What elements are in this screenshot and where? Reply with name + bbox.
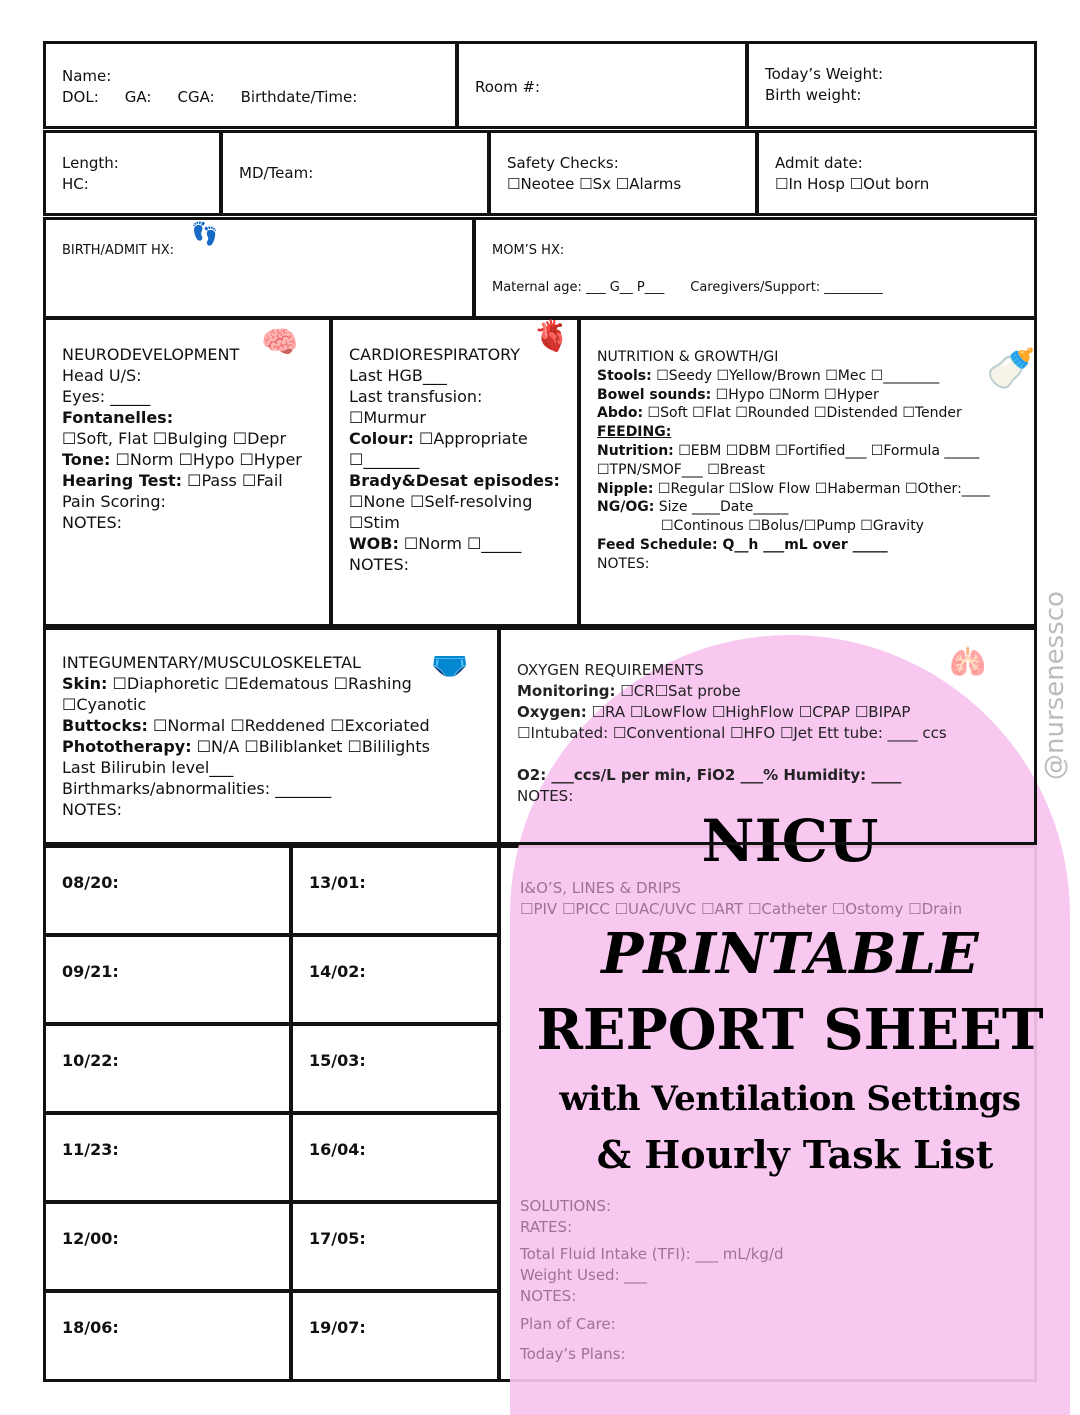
colour-other[interactable]: ☐_______ xyxy=(349,450,420,469)
fontanelles-options[interactable]: ☐Soft, Flat ☐Bulging ☐Depr xyxy=(62,429,287,448)
weight-used: Weight Used: ___ xyxy=(520,1266,647,1284)
ngog-size[interactable]: Size ____Date_____ xyxy=(654,499,789,516)
cardio-box xyxy=(330,317,580,627)
cga-label: CGA: xyxy=(177,88,215,106)
murmur-option[interactable]: ☐Murmur xyxy=(349,408,426,427)
bowel-options[interactable]: ☐Hypo ☐Norm ☐Hyper xyxy=(711,386,879,403)
colour-label: Colour: xyxy=(349,429,414,448)
lungs-icon: 🫁 xyxy=(949,645,987,680)
length-label: Length: xyxy=(62,154,119,172)
feed-schedule: Feed Schedule: Q__h ___mL over _____ xyxy=(597,536,888,553)
birth-hx-box xyxy=(43,217,475,319)
hour-slot[interactable]: 12/00: xyxy=(43,1201,292,1292)
safety-options[interactable]: ☐Neotee ☐Sx ☐Alarms xyxy=(507,175,682,193)
oxygen-box xyxy=(498,627,1037,845)
integ-box xyxy=(43,627,500,845)
integ-title: INTEGUMENTARY/MUSCULOSKELETAL xyxy=(62,653,361,672)
hour-slot[interactable]: 17/05: xyxy=(290,1201,500,1292)
patient-info-box xyxy=(43,41,458,129)
admit-title: Admit date: xyxy=(775,154,863,172)
footprints-icon: 👣 xyxy=(191,222,219,247)
hour-slot[interactable]: 10/22: xyxy=(43,1023,292,1114)
head-us: Head U/S: xyxy=(62,366,142,385)
last-hgb: Last HGB___ xyxy=(349,366,447,385)
phototherapy-options[interactable]: ☐N/A ☐Biliblanket ☐Bililights xyxy=(191,737,430,756)
feed-method-options[interactable]: ☐Continous ☐Bolus/☐Pump ☐Gravity xyxy=(661,518,924,535)
diaper-icon: 🩲 xyxy=(431,648,469,683)
ga-label: GA: xyxy=(124,88,152,106)
subtitle-tasks: & Hourly Task List xyxy=(596,1132,994,1177)
brady-label: Brady&Desat episodes: xyxy=(349,471,560,490)
title-report-sheet: REPORT SHEET xyxy=(536,997,1044,1063)
oxygen-options[interactable]: ☐RA ☐LowFlow ☐HighFlow ☐CPAP ☐BIPAP xyxy=(586,703,911,721)
safety-title: Safety Checks: xyxy=(507,154,619,172)
bowel-label: Bowel sounds: xyxy=(597,386,712,403)
tone-options[interactable]: ☐Norm ☐Hypo ☐Hyper xyxy=(110,450,302,469)
stools-label: Stools: xyxy=(597,367,652,384)
nipple-options[interactable]: ☐Regular ☐Slow Flow ☐Haberman ☐Other:____ xyxy=(653,480,990,497)
birthmarks: Birthmarks/abnormalities: _______ xyxy=(62,779,332,798)
phototherapy-label: Phototherapy: xyxy=(62,737,192,756)
abdo-options[interactable]: ☐Soft ☐Flat ☐Rounded ☐Distended ☐Tender xyxy=(643,405,962,422)
birth-weight-label: Birth weight: xyxy=(765,86,862,104)
hour-slot[interactable]: 19/07: xyxy=(290,1290,500,1382)
last-transfusion: Last transfusion: xyxy=(349,387,483,406)
birthdate-label: Birthdate/Time: xyxy=(240,88,358,106)
nipple-label: Nipple: xyxy=(597,480,654,497)
oxygen-label: Oxygen: xyxy=(517,703,587,721)
lines-options: ☐PIV ☐PICC ☐UAC/UVC ☐ART ☐Catheter ☐Ostomy ☐Drain xyxy=(520,900,963,918)
colour-options[interactable]: ☐Appropriate xyxy=(413,429,528,448)
bottle-icon: 🍼 xyxy=(986,346,1036,392)
cardio-title: CARDIORESPIRATORY xyxy=(349,345,521,364)
oxygen-notes: NOTES: xyxy=(517,787,574,805)
intubated-options[interactable]: ☐Intubated: ☐Conventional ☐HFO ☐Jet Ett tube: ____ ccs xyxy=(517,724,947,742)
hour-slot[interactable]: 11/23: xyxy=(43,1112,292,1203)
maternal-age: Maternal age: ___ G__ P___ xyxy=(492,280,665,295)
neuro-title: NEURODEVELOPMENT xyxy=(62,345,240,364)
watermark: @nursenessco xyxy=(1040,591,1070,780)
hour-slot[interactable]: 15/03: xyxy=(290,1023,500,1114)
hour-slot[interactable]: 16/04: xyxy=(290,1112,500,1203)
skin-label: Skin: xyxy=(62,674,108,693)
todays-plans: Today’s Plans: xyxy=(520,1345,626,1363)
hc-label: HC: xyxy=(62,175,89,193)
hearing-label: Hearing Test: xyxy=(62,471,183,490)
admit-options[interactable]: ☐In Hosp ☐Out born xyxy=(775,175,930,193)
nutrition-title: NUTRITION & GROWTH/GI xyxy=(597,349,779,365)
cardio-notes: NOTES: xyxy=(349,555,409,574)
todays-weight-label: Today’s Weight: xyxy=(765,65,884,83)
monitoring-label: Monitoring: xyxy=(517,682,616,700)
cyanotic-option[interactable]: ☐Cyanotic xyxy=(62,695,147,714)
eyes: Eyes: _____ xyxy=(62,387,151,406)
io-notes: NOTES: xyxy=(520,1287,577,1305)
oxygen-title: OXYGEN REQUIREMENTS xyxy=(517,661,704,679)
hour-slot[interactable]: 08/20: xyxy=(43,845,292,936)
nutrition-label: Nutrition: xyxy=(597,442,674,459)
hearing-options[interactable]: ☐Pass ☐Fail xyxy=(182,471,283,490)
title-nicu: NICU xyxy=(701,807,879,875)
neuro-box xyxy=(43,317,332,627)
dol-label: DOL: xyxy=(62,88,99,106)
wob-options[interactable]: ☐Norm ☐_____ xyxy=(398,534,522,553)
mom-hx-box xyxy=(473,217,1037,319)
wob-label: WOB: xyxy=(349,534,399,553)
pain-scoring: Pain Scoring: xyxy=(62,492,166,511)
nutrition-box xyxy=(578,317,1037,627)
hour-slot[interactable]: 09/21: xyxy=(43,934,292,1025)
length-box xyxy=(43,130,222,216)
hour-slot[interactable]: 14/02: xyxy=(290,934,500,1025)
ngog-label: NG/OG: xyxy=(597,499,655,516)
plan-of-care: Plan of Care: xyxy=(520,1315,616,1333)
io-title: I&O’S, LINES & DRIPS xyxy=(520,879,681,897)
abdo-label: Abdo: xyxy=(597,405,644,422)
heart-icon: 🫀 xyxy=(533,319,571,354)
stools-options[interactable]: ☐Seedy ☐Yellow/Brown ☐Mec ☐________ xyxy=(651,367,940,384)
admit-box xyxy=(756,130,1037,216)
md-box xyxy=(220,130,490,216)
weight-box xyxy=(746,41,1037,129)
neuro-notes: NOTES: xyxy=(62,513,122,532)
title-printable: PRINTABLE xyxy=(601,921,979,987)
nutrition-notes: NOTES: xyxy=(597,555,650,572)
name-label: Name: xyxy=(62,67,112,85)
rates-label: RATES: xyxy=(520,1218,573,1236)
monitoring-options[interactable]: ☐CR☐Sat probe xyxy=(615,682,741,700)
room-box xyxy=(456,41,748,129)
tpn-options[interactable]: ☐TPN/SMOF___ ☐Breast xyxy=(597,461,765,478)
mom-hx-label: MOM’S HX: xyxy=(492,243,565,258)
feeding-heading: FEEDING: xyxy=(597,424,672,441)
integ-notes: NOTES: xyxy=(62,800,122,819)
fontanelles-label: Fontanelles: xyxy=(62,408,174,427)
bilirubin: Last Bilirubin level___ xyxy=(62,758,234,777)
nutrition-options[interactable]: ☐EBM ☐DBM ☐Fortified___ ☐Formula _____ xyxy=(673,442,980,459)
brady-options[interactable]: ☐None ☐Self-resolving xyxy=(349,492,533,511)
caregivers: Caregivers/Support: _________ xyxy=(690,280,883,295)
tone-label: Tone: xyxy=(62,450,111,469)
brain-icon: 🧠 xyxy=(261,325,299,360)
tfi-label: Total Fluid Intake (TFI): ___ mL/kg/d xyxy=(520,1245,784,1263)
buttocks-label: Buttocks: xyxy=(62,716,148,735)
hour-slot[interactable]: 18/06: xyxy=(43,1290,292,1382)
solutions-label: SOLUTIONS: xyxy=(520,1197,612,1215)
subtitle-ventilation: with Ventilation Settings xyxy=(559,1079,1021,1119)
stim-option[interactable]: ☐Stim xyxy=(349,513,400,532)
safety-box xyxy=(488,130,758,216)
o2-line: O2: ___ccs/L per min, FiO2 ___% Humidity: ____ xyxy=(517,766,902,784)
buttocks-options[interactable]: ☐Normal ☐Reddened ☐Excoriated xyxy=(147,716,430,735)
birth-hx-label: BIRTH/ADMIT HX: xyxy=(62,243,175,258)
skin-options[interactable]: ☐Diaphoretic ☐Edematous ☐Rashing xyxy=(107,674,412,693)
room-label: Room #: xyxy=(475,78,541,96)
md-label: MD/Team: xyxy=(239,164,314,182)
hour-slot[interactable]: 13/01: xyxy=(290,845,500,936)
